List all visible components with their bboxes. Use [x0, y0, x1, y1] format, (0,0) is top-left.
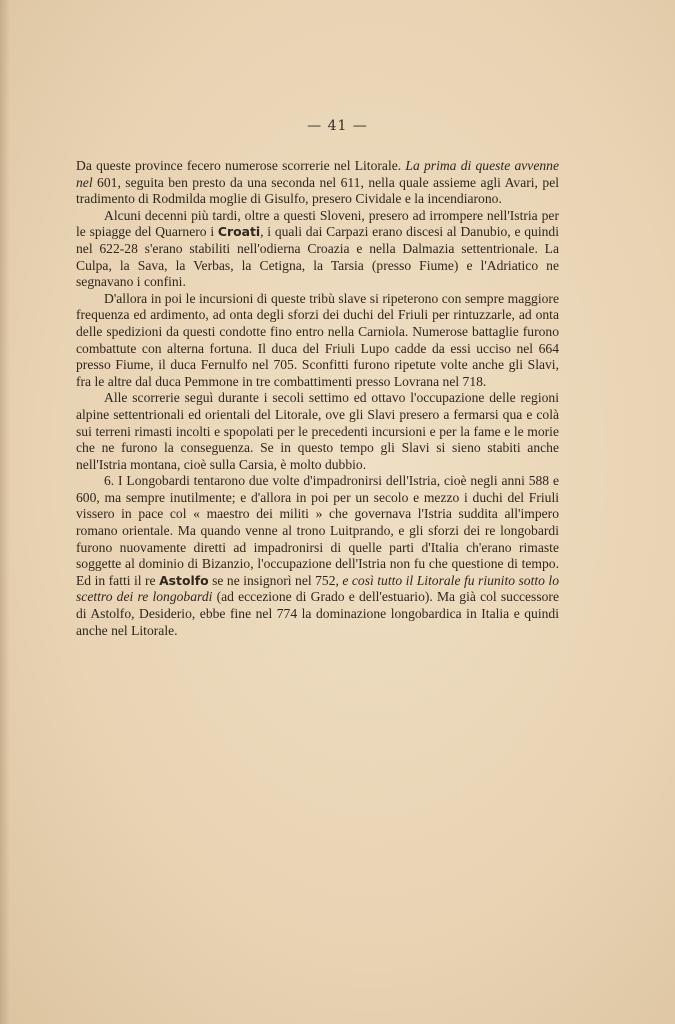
text-run: Alcuni decenni più tardi, oltre a questi Sloveni, presero ad irrompere nell'Istria per le spiagge del Quarnero i	[76, 207, 559, 240]
text-run: Alle scorrerie seguì durante i secoli settimo ed ottavo l'occupazione delle regioni alpine settentrionali ed orientali del Litorale, ove gli Slavi presero a fermarsi qua e colà sui terreni rimasti incolti e spopolati per le precedenti incursioni e per la fame e le morie che ne furono la conseguenza. Se in questo tempo gli Slavi si sieno stabiti anche nell'Istria montana, cioè sulla Carsia, è molto dubbio.	[76, 390, 559, 472]
bold-text: Astolfo	[159, 572, 209, 588]
page-number: — 41 —	[307, 118, 368, 134]
bold-text: Croati	[217, 224, 261, 240]
spine-shadow	[0, 0, 10, 1024]
text-run: (ad eccezione di Grado e dell'estuario). Ma già col successore di Astolfo, Desiderio, ebbe fine nel 774 la dominazione longobardica in Italia e quindi anche nel Litorale.	[76, 589, 559, 638]
paragraph	[76, 208, 559, 291]
paragraph	[76, 158, 559, 208]
text-run: se ne insignorì nel 752,	[208, 572, 343, 588]
paragraph	[76, 390, 559, 473]
text-run: D'allora in poi le incursioni di queste tribù slave si ripeterono con sempre maggiore frequenza ed ardimento, ad onta degli sforzi dei duchi del Friuli per rintuzzarle, ad onta delle spedizioni da questi condotte fino entro nella Carniola. Numerose battaglie furono combattute con alterna fortuna. Il duca del Friuli Lupo cadde da essi ucciso nel 664 presso Fiume, il duca Fernulfo nel 705. Sconfitti furono ripetute volte anche gli Slavi, fra le altre dal duca Pemmone in tre combattimenti presso Lovrana nel 718.	[76, 290, 559, 389]
text-run: , i quali dai Carpazi erano discesi al Danubio, e quindi nel 622-28 s'erano stabiliti nell'odierna Croazia e nella Dalmazia settentrionale. La Culpa, la Sava, la Verbas, la Cetigna, la Tarsia (presso Fiume) e l'Adriatico ne segnavano i confini.	[76, 224, 559, 290]
italic-text: e così tutto il Litorale fu riunito sotto lo scettro dei re longobardi	[76, 572, 559, 605]
italic-text: La prima di queste avvenne nel	[76, 158, 559, 190]
text-run: Da queste province fecero numerose scorrerie nel Litorale.	[76, 158, 406, 173]
body-text	[76, 158, 559, 639]
text-run: 6. I Longobardi tentarono due volte d'impadronirsi dell'Istria, cioè negli anni 588 e 600, ma sempre inutilmente; e d'allora in poi per un secolo e mezzo i duchi del Friuli vissero in pace col « maestro dei militi » che governava l'Istria suddita all'impero romano orientale. Ma quando venne al trono Luitprando, e gli sforzi dei re longobardi furono nuovamente diretti ad impadronirsi di quelle parti d'Italia ch'erano rimaste soggette al dominio di Bizanzio, l'occupazione dell'Istria non fu che questione di tempo. Ed in fatti il re	[76, 473, 559, 588]
paragraph	[76, 473, 559, 639]
text-run: 601, seguita ben presto da una seconda nel 611, nella quale assieme agli Avari, pel tradimento di Rodmilda moglie di Gisulfo, presero Cividale e la incendiarono.	[76, 174, 559, 207]
paragraph	[76, 291, 559, 391]
